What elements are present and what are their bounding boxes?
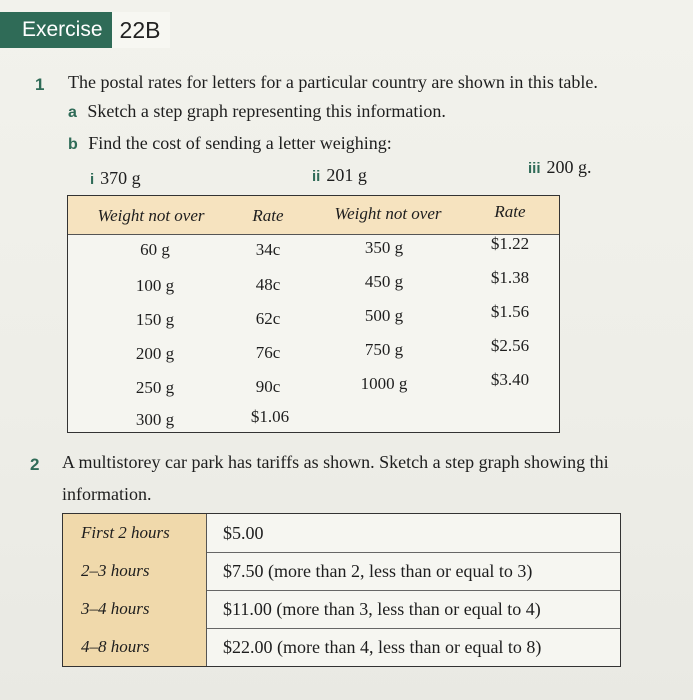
table-cell: 100 g <box>135 276 175 295</box>
tariff-value: $7.50 (more than 2, less than or equal to 3) <box>223 561 533 581</box>
table-cell: 76c <box>255 343 281 362</box>
exercise-header <box>0 12 170 48</box>
subpart-ii-value: 201 g <box>326 165 367 185</box>
table-cell: $1.06 <box>250 407 290 426</box>
question-2-text-line2: information. <box>62 484 152 504</box>
question-2-text-line1: A multistorey car park has tariffs as shown. Sketch a step graph showing thi <box>62 452 609 472</box>
table-cell: $1.22 <box>490 234 530 253</box>
table-cell: 150 g <box>135 310 175 329</box>
tariff-value: $5.00 <box>223 523 264 543</box>
tariff-value: $11.00 (more than 3, less than or equal to 4) <box>223 599 541 619</box>
header-rate-2: Rate <box>494 202 526 221</box>
table-cell: 48c <box>255 275 281 294</box>
car-park-tariffs-table <box>62 513 621 667</box>
table-cell: $3.40 <box>490 370 530 389</box>
part-b-letter: b <box>68 136 78 153</box>
table-cell: $1.56 <box>490 302 530 321</box>
question-1a <box>68 101 446 122</box>
table-row <box>63 590 620 629</box>
subpart-i-numeral: i <box>90 171 95 188</box>
table-row <box>63 628 620 666</box>
part-b-text: Find the cost of sending a letter weighing: <box>88 133 392 153</box>
subpart-i <box>90 168 141 189</box>
table-cell: 750 g <box>364 340 404 359</box>
tariff-label: 2–3 hours <box>63 552 207 590</box>
header-rate-1: Rate <box>252 206 284 225</box>
part-a-text: Sketch a step graph representing this information. <box>87 101 446 121</box>
header-weight-2: Weight not over <box>334 204 442 223</box>
question-1-text: The postal rates for letters for a particular country are shown in this table. <box>68 72 598 92</box>
part-a-letter: a <box>68 104 77 121</box>
table-cell: $1.38 <box>490 268 530 287</box>
table-cell: 62c <box>255 309 281 328</box>
tariff-label: 3–4 hours <box>63 590 207 628</box>
table-cell: 500 g <box>364 306 404 325</box>
table-cell: 200 g <box>135 344 175 363</box>
table-cell: 300 g <box>135 410 175 429</box>
tariff-label: 4–8 hours <box>63 628 207 666</box>
table-cell: 250 g <box>135 378 175 397</box>
table-row <box>63 552 620 591</box>
exercise-label: Exercise <box>0 12 112 48</box>
table-cell: 90c <box>255 377 281 396</box>
question-1-number: 1 <box>35 75 45 94</box>
subpart-i-value: 370 g <box>100 168 141 188</box>
question-1b <box>68 133 392 154</box>
header-weight-1: Weight not over <box>97 206 205 225</box>
table-cell: 350 g <box>364 238 404 257</box>
table-cell: $2.56 <box>490 336 530 355</box>
subpart-iii-value: 200 g. <box>546 157 592 177</box>
postal-rates-table <box>67 195 560 433</box>
tariff-label: First 2 hours <box>63 514 207 552</box>
exercise-number: 22B <box>112 12 171 48</box>
table-cell: 450 g <box>364 272 404 291</box>
question-2-number: 2 <box>30 455 40 474</box>
table-cell: 1000 g <box>360 374 408 393</box>
subpart-ii <box>312 165 367 186</box>
subpart-iii <box>528 157 592 178</box>
table-cell: 34c <box>255 240 281 259</box>
table-cell: 60 g <box>140 240 170 259</box>
subpart-iii-numeral: iii <box>528 160 541 177</box>
tariff-value: $22.00 (more than 4, less than or equal to 8) <box>223 637 542 657</box>
subpart-ii-numeral: ii <box>312 168 321 185</box>
table-row <box>63 514 620 553</box>
